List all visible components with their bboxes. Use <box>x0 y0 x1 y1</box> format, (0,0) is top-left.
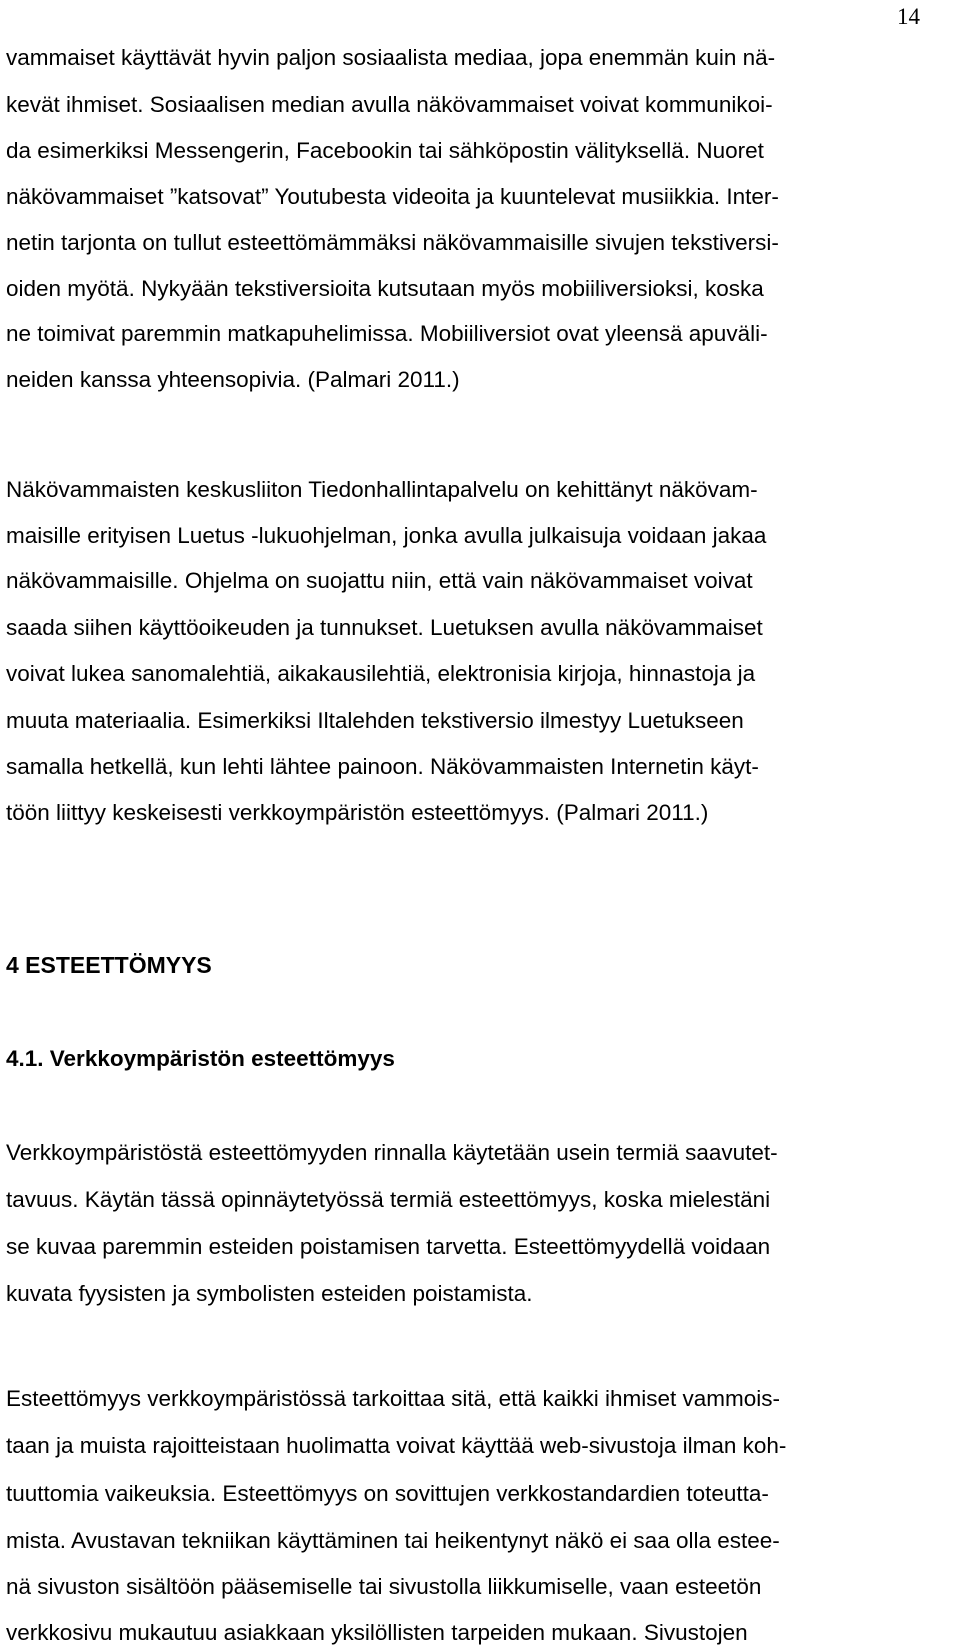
paragraph-line: saada siihen käyttöoikeuden ja tunnukset. Luetuksen avulla näkövammaiset <box>6 615 763 640</box>
section-heading: 4 ESTEETTÖMYYS <box>6 952 212 978</box>
paragraph-line: da esimerkiksi Messengerin, Facebookin tai sähköpostin välityksellä. Nuoret <box>6 138 764 163</box>
paragraph-line: töön liittyy keskeisesti verkkoympäristön esteettömyys. (Palmari 2011.) <box>6 800 709 825</box>
paragraph-line: näkövammaiset ”katsovat” Youtubesta videoita ja kuuntelevat musiikkia. Inter- <box>6 184 779 209</box>
paragraph-line: verkkosivu mukautuu asiakkaan yksilöllisten tarpeiden mukaan. Sivustojen <box>6 1620 748 1645</box>
paragraph-line: mista. Avustavan tekniikan käyttäminen tai heikentynyt näkö ei saa olla estee- <box>6 1528 780 1553</box>
paragraph-line: taan ja muista rajoitteistaan huolimatta voivat käyttää web-sivustoja ilman koh- <box>6 1433 787 1458</box>
paragraph-line: tavuus. Käytän tässä opinnäytetyössä termiä esteettömyys, koska mielestäni <box>6 1187 771 1212</box>
paragraph-line: oiden myötä. Nykyään tekstiversioita kutsutaan myös mobiiliversioksi, koska <box>6 276 764 301</box>
paragraph-line: näkövammaisille. Ohjelma on suojattu niin, että vain näkövammaiset voivat <box>6 568 753 593</box>
paragraph-line: netin tarjonta on tullut esteettömämmäksi näkövammaisille sivujen tekstiversi- <box>6 230 779 255</box>
paragraph-line: vammaiset käyttävät hyvin paljon sosiaalista mediaa, jopa enemmän kuin nä- <box>6 45 776 70</box>
paragraph-line: Näkövammaisten keskusliiton Tiedonhallintapalvelu on kehittänyt näkövam- <box>6 477 758 502</box>
paragraph-line: Esteettömyys verkkoympäristössä tarkoittaa sitä, että kaikki ihmiset vammois- <box>6 1386 780 1411</box>
paragraph-line: kuvata fyysisten ja symbolisten esteiden poistamista. <box>6 1281 533 1306</box>
paragraph-line: samalla hetkellä, kun lehti lähtee painoon. Näkövammaisten Internetin käyt- <box>6 754 759 779</box>
paragraph-line: muuta materiaalia. Esimerkiksi Iltalehden tekstiversio ilmestyy Luetukseen <box>6 708 744 733</box>
paragraph-line: maisille erityisen Luetus -lukuohjelman, jonka avulla julkaisuja voidaan jakaa <box>6 523 767 548</box>
paragraph-line: kevät ihmiset. Sosiaalisen median avulla näkövammaiset voivat kommunikoi- <box>6 92 773 117</box>
paragraph-line: voivat lukea sanomalehtiä, aikakausilehtiä, elektronisia kirjoja, hinnastoja ja <box>6 661 756 686</box>
paragraph-line: tuuttomia vaikeuksia. Esteettömyys on sovittujen verkkostandardien toteutta- <box>6 1481 769 1506</box>
paragraph-line: neiden kanssa yhteensopivia. (Palmari 2011.) <box>6 367 460 392</box>
paragraph-line: ne toimivat paremmin matkapuhelimissa. Mobiiliversiot ovat yleensä apuväli- <box>6 321 768 346</box>
paragraph-line: se kuvaa paremmin esteiden poistamisen tarvetta. Esteettömyydellä voidaan <box>6 1234 771 1259</box>
page-number: 14 <box>897 4 920 29</box>
subsection-heading: 4.1. Verkkoympäristön esteettömyys <box>6 1046 395 1071</box>
paragraph-line: Verkkoympäristöstä esteettömyyden rinnalla käytetään usein termiä saavutet- <box>6 1140 778 1165</box>
paragraph-line: nä sivuston sisältöön pääsemiselle tai sivustolla liikkumiselle, vaan esteetön <box>6 1574 762 1599</box>
